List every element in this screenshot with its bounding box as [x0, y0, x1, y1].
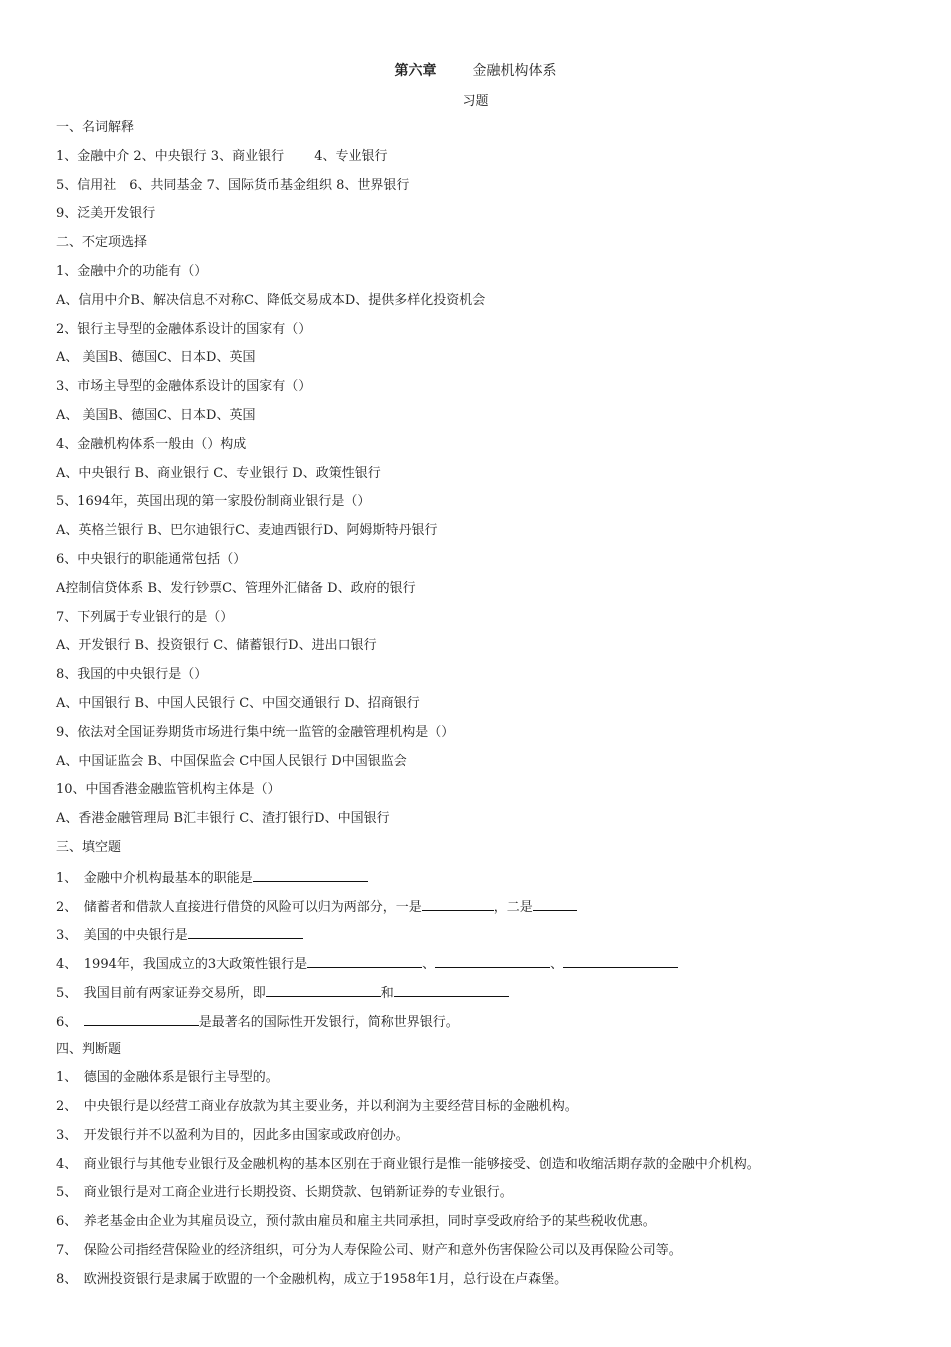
- term-line: 5、信用社 6、共同基金 7、国际货币基金组织 8、世界银行: [56, 177, 410, 193]
- judgment-line: 4、 商业银行与其他专业银行及金融机构的基本区别在于商业银行是惟一能够接受、创造和收缩活期存款的金融中介机构。: [56, 1156, 760, 1172]
- options-line: A、香港金融管理局 B汇丰银行 C、渣打银行D、中国银行: [56, 811, 390, 827]
- answer-blank[interactable]: [84, 1011, 199, 1026]
- answer-blank[interactable]: [307, 953, 422, 968]
- question-line: 10、中国香港金融监管机构主体是（）: [56, 782, 281, 798]
- fill-question-6: [56, 1011, 936, 1040]
- answer-blank[interactable]: [266, 982, 381, 997]
- question-line: 5、1694年，英国出现的第一家股份制商业银行是（）: [56, 494, 371, 510]
- options-line: A控制信贷体系 B、发行钞票C、管理外汇储备 D、政府的银行: [56, 580, 416, 596]
- question-line: 3、市场主导型的金融体系设计的国家有（）: [56, 379, 312, 395]
- separator: 、: [550, 957, 564, 973]
- fill-question-2: [56, 896, 936, 925]
- options-line: A、中国银行 B、中国人民银行 C、中国交通银行 D、招商银行: [56, 695, 420, 711]
- answer-blank[interactable]: [188, 924, 303, 939]
- question-text: 4、 1994年，我国成立的3大政策性银行是: [56, 957, 308, 973]
- judgment-line: 7、 保险公司指经营保险业的经济组织，可分为人寿保险公司、财产和意外伤害保险公司以及再保险公司等。: [56, 1243, 682, 1259]
- question-text: 和: [380, 985, 394, 1001]
- question-line: 4、金融机构体系一般由（）构成: [56, 436, 247, 452]
- options-line: A、开发银行 B、投资银行 C、储蓄银行D、进出口银行: [56, 638, 377, 654]
- question-text: 2、 储蓄者和借款人直接进行借贷的风险可以归为两部分，一是: [56, 899, 422, 915]
- answer-blank[interactable]: [253, 867, 368, 882]
- answer-blank[interactable]: [435, 953, 550, 968]
- section-heading: 一、名词解释: [56, 120, 135, 135]
- exercise-subtitle: 习题: [462, 94, 489, 109]
- question-text: 1、 金融中介机构最基本的职能是: [56, 870, 253, 886]
- section-heading: 三、填空题: [56, 839, 122, 855]
- judgment-line: 8、 欧洲投资银行是隶属于欧盟的一个金融机构，成立于1958年1月，总行设在卢森堡。: [56, 1271, 568, 1287]
- answer-blank[interactable]: [394, 982, 509, 997]
- section-heading: 二、不定项选择: [56, 235, 148, 251]
- judgment-line: 5、 商业银行是对工商企业进行长期投资、长期贷款、包销新证券的专业银行。: [56, 1185, 513, 1201]
- fill-question-1: [56, 867, 936, 896]
- question-line: 1、金融中介的功能有（）: [56, 263, 208, 279]
- question-line: 2、银行主导型的金融体系设计的国家有（）: [56, 321, 312, 337]
- options-line: A、 美国B、德国C、日本D、英国: [56, 350, 256, 366]
- answer-blank[interactable]: [563, 953, 678, 968]
- question-text: 是最著名的国际性开发银行，简称世界银行。: [198, 1014, 459, 1030]
- options-line: A、中国证监会 B、中国保监会 C中国人民银行 D中国银监会: [56, 753, 407, 769]
- options-line: A、英格兰银行 B、巴尔迪银行C、麦迪西银行D、阿姆斯特丹银行: [56, 523, 438, 539]
- answer-blank[interactable]: [533, 896, 577, 911]
- question-line: 8、我国的中央银行是（）: [56, 667, 208, 683]
- question-line: 7、下列属于专业银行的是（）: [56, 609, 234, 625]
- options-line: A、信用中介B、解决信息不对称C、降低交易成本D、提供多样化投资机会: [56, 292, 486, 308]
- chapter-title: [0, 60, 951, 80]
- options-line: A、中央银行 B、商业银行 C、专业银行 D、政策性银行: [56, 465, 381, 481]
- fill-question-3: [56, 924, 936, 953]
- question-text: ，二是: [493, 899, 533, 915]
- question-line: 9、依法对全国证券期货市场进行集中统一监管的金融管理机构是（）: [56, 724, 455, 740]
- judgment-line: 1、 德国的金融体系是银行主导型的。: [56, 1070, 279, 1086]
- chapter-number: 第六章: [394, 63, 437, 79]
- options-line: A、 美国B、德国C、日本D、英国: [56, 407, 256, 423]
- question-line: 6、中央银行的职能通常包括（）: [56, 551, 247, 567]
- fill-question-4: [56, 953, 936, 982]
- question-text: 6、: [56, 1014, 84, 1030]
- judgment-line: 3、 开发银行并不以盈利为目的，因此多由国家或政府创办。: [56, 1127, 409, 1143]
- question-text: 5、 我国目前有两家证券交易所，即: [56, 985, 266, 1001]
- judgment-line: 6、 养老基金由企业为其雇员设立，预付款由雇员和雇主共同承担，同时享受政府给予的某些税收优惠。: [56, 1214, 656, 1230]
- term-line: 9、泛美开发银行: [56, 206, 156, 222]
- section-heading: 四、判断题: [56, 1041, 122, 1057]
- term-line: 1、金融中介 2、中央银行 3、商业银行 4、专业银行: [56, 148, 388, 164]
- question-text: 3、 美国的中央银行是: [56, 928, 188, 944]
- chapter-name: 金融机构体系: [472, 63, 557, 79]
- exercise-body: [56, 118, 936, 1299]
- fill-question-5: [56, 982, 936, 1011]
- answer-blank[interactable]: [422, 896, 494, 911]
- separator: 、: [422, 957, 436, 973]
- judgment-line: 2、 中央银行是以经营工商业存放款为其主要业务，并以利润为主要经营目标的金融机构。: [56, 1099, 578, 1115]
